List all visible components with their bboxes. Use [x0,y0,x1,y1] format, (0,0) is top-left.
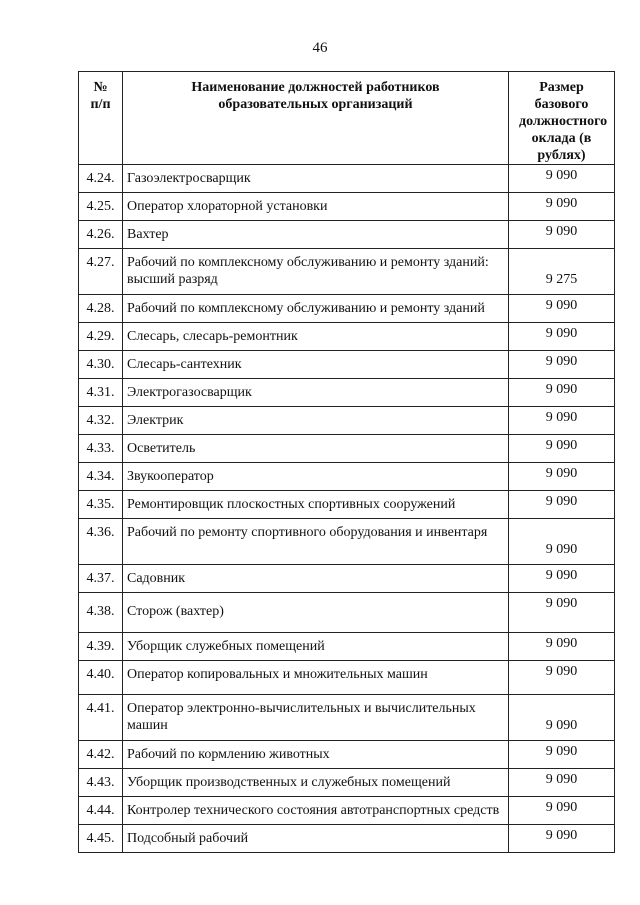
table-row [79,769,615,797]
position-name: Рабочий по комплексному обслуживанию и ремонту зданий [123,295,509,323]
row-number: 4.43. [79,769,123,797]
table-row [79,825,615,853]
position-name: Рабочий по ремонту спортивного оборудования и инвентаря [123,519,509,565]
position-name: Слесарь-сантехник [123,351,509,379]
row-number: 4.28. [79,295,123,323]
row-number: 4.36. [79,519,123,565]
position-name: Слесарь, слесарь-ремонтник [123,323,509,351]
position-name: Сторож (вахтер) [123,593,509,633]
base-salary: 9 090 [509,825,615,853]
position-name: Осветитель [123,435,509,463]
table-row [79,491,615,519]
position-name: Электрогазосварщик [123,379,509,407]
base-salary: 9 090 [509,165,615,193]
base-salary: 9 090 [509,323,615,351]
base-salary: 9 090 [509,565,615,593]
row-number: 4.37. [79,565,123,593]
table-row [79,351,615,379]
row-number: 4.44. [79,797,123,825]
base-salary: 9 275 [509,249,615,295]
base-salary: 9 090 [509,633,615,661]
position-name: Подсобный рабочий [123,825,509,853]
row-number: 4.26. [79,221,123,249]
position-name: Электрик [123,407,509,435]
base-salary: 9 090 [509,769,615,797]
row-number: 4.29. [79,323,123,351]
table-row [79,435,615,463]
base-salary: 9 090 [509,797,615,825]
row-number: 4.42. [79,741,123,769]
table-row [79,165,615,193]
base-salary: 9 090 [509,221,615,249]
table-row [79,565,615,593]
position-name: Рабочий по кормлению животных [123,741,509,769]
salary-table [78,71,615,853]
row-number: 4.25. [79,193,123,221]
base-salary: 9 090 [509,491,615,519]
base-salary: 9 090 [509,519,615,565]
table-row [79,593,615,633]
base-salary: 9 090 [509,351,615,379]
row-number: 4.24. [79,165,123,193]
table-row [79,661,615,695]
header-base-salary: Размер базового должностного оклада (в рублях) [509,72,615,165]
position-name: Уборщик производственных и служебных помещений [123,769,509,797]
position-name: Оператор электронно-вычислительных и вычислительных машин [123,695,509,741]
row-number: 4.39. [79,633,123,661]
table-row [79,633,615,661]
page-number: 46 [312,40,328,56]
base-salary: 9 090 [509,741,615,769]
position-name: Газоэлектросварщик [123,165,509,193]
base-salary: 9 090 [509,295,615,323]
row-number: 4.38. [79,593,123,633]
table-row [79,463,615,491]
table-row [79,379,615,407]
position-name: Оператор хлораторной установки [123,193,509,221]
table-row [79,797,615,825]
row-number: 4.41. [79,695,123,741]
base-salary: 9 090 [509,407,615,435]
header-position-name: Наименование должностей работников образовательных организаций [123,72,509,165]
row-number: 4.32. [79,407,123,435]
position-name: Ремонтировщик плоскостных спортивных сооружений [123,491,509,519]
row-number: 4.30. [79,351,123,379]
base-salary: 9 090 [509,593,615,633]
base-salary: 9 090 [509,435,615,463]
table-row [79,519,615,565]
position-name: Рабочий по комплексному обслуживанию и ремонту зданий: высший разряд [123,249,509,295]
row-number: 4.40. [79,661,123,695]
base-salary: 9 090 [509,193,615,221]
table-row [79,249,615,295]
row-number: 4.33. [79,435,123,463]
base-salary: 9 090 [509,661,615,695]
row-number: 4.31. [79,379,123,407]
table-row [79,323,615,351]
base-salary: 9 090 [509,379,615,407]
row-number: 4.35. [79,491,123,519]
row-number: 4.27. [79,249,123,295]
row-number: 4.34. [79,463,123,491]
position-name: Уборщик служебных помещений [123,633,509,661]
position-name: Контролер технического состояния автотранспортных средств [123,797,509,825]
header-number: № п/п [79,72,123,165]
position-name: Садовник [123,565,509,593]
row-number: 4.45. [79,825,123,853]
base-salary: 9 090 [509,463,615,491]
table-row [79,407,615,435]
table-row [79,193,615,221]
table-row [79,295,615,323]
base-salary: 9 090 [509,695,615,741]
table-header-row [79,72,615,165]
position-name: Звукооператор [123,463,509,491]
position-name: Оператор копировальных и множительных машин [123,661,509,695]
table-row [79,221,615,249]
table-row [79,695,615,741]
table-row [79,741,615,769]
position-name: Вахтер [123,221,509,249]
